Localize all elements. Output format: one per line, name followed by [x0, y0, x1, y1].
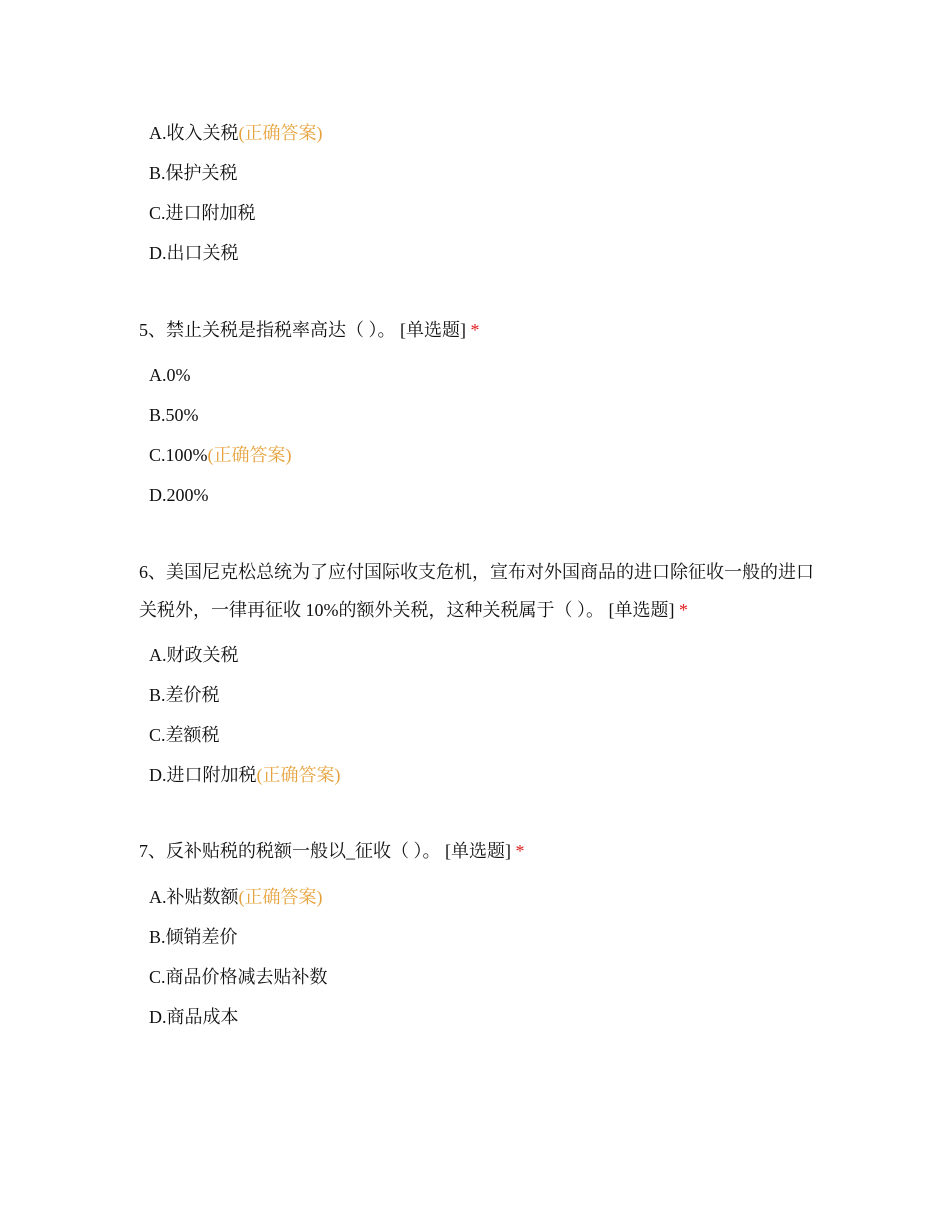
question-title	[139, 553, 819, 629]
correct-answer-label: (正确答案)	[207, 445, 292, 465]
option-a[interactable]	[149, 885, 323, 909]
option-text: B.50%	[149, 405, 199, 425]
option-text: D.出口关税	[149, 243, 239, 263]
option-d[interactable]	[149, 763, 341, 787]
question-text: 5、禁止关税是指税率高达（ ）。	[139, 320, 396, 340]
question-type: [单选题]	[400, 320, 466, 340]
option-text: D.200%	[149, 485, 209, 505]
correct-answer-label: (正确答案)	[238, 887, 323, 907]
option-b[interactable]	[149, 925, 238, 949]
option-a[interactable]	[149, 363, 191, 387]
question-title	[139, 832, 819, 870]
option-text: C.进口附加税	[149, 203, 256, 223]
option-text: A.收入关税	[149, 123, 239, 143]
correct-answer-label: (正确答案)	[238, 123, 323, 143]
option-c[interactable]	[149, 201, 256, 225]
option-a[interactable]	[149, 643, 239, 667]
option-text: A.0%	[149, 365, 191, 385]
option-text: C.商品价格减去贴补数	[149, 967, 328, 987]
option-d[interactable]	[149, 483, 209, 507]
option-text: D.商品成本	[149, 1007, 239, 1027]
option-text: B.差价税	[149, 685, 220, 705]
option-text: B.保护关税	[149, 163, 238, 183]
option-b[interactable]	[149, 403, 199, 427]
option-d[interactable]	[149, 241, 239, 265]
question-title	[139, 311, 819, 349]
option-text: D.进口附加税	[149, 765, 257, 785]
question-text: 7、反补贴税的税额一般以_征收（ ）。	[139, 841, 441, 861]
option-b[interactable]	[149, 683, 220, 707]
option-c[interactable]	[149, 723, 220, 747]
option-text: B.倾销差价	[149, 927, 238, 947]
required-mark: *	[679, 600, 688, 620]
option-c[interactable]	[149, 965, 328, 989]
option-d[interactable]	[149, 1005, 239, 1029]
option-text: C.100%	[149, 445, 208, 465]
option-text: A.补贴数额	[149, 887, 239, 907]
question-type: [单选题]	[608, 600, 675, 620]
question-text: 6、美国尼克松总统为了应付国际收支危机，宣布对外国商品的进口除征收一般的进口关税外，一律再征收 10%的额外关税，这种关税属于（ ）。	[139, 562, 814, 620]
option-c[interactable]	[149, 443, 292, 467]
option-a[interactable]	[149, 121, 323, 145]
option-text: A.财政关税	[149, 645, 239, 665]
correct-answer-label: (正确答案)	[256, 765, 341, 785]
required-mark: *	[515, 841, 525, 861]
question-type: [单选题]	[445, 841, 511, 861]
option-b[interactable]	[149, 161, 238, 185]
option-text: C.差额税	[149, 725, 220, 745]
required-mark: *	[470, 320, 480, 340]
